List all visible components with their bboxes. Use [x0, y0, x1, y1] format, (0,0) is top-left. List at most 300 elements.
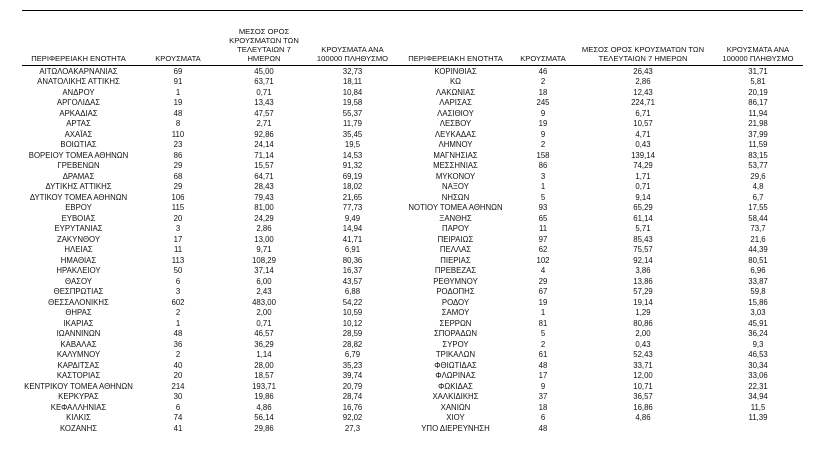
cell-region-left: ΚΑΛΥΜΝΟΥ	[56, 350, 101, 360]
table-row	[22, 129, 803, 140]
cell-cases-right: 3	[540, 171, 546, 181]
cell-per100k-right: 73,7	[750, 224, 766, 234]
cell-per100k-right: 34,94	[748, 392, 768, 402]
cell-cases-left: 1	[175, 318, 181, 328]
cell-per100k-left: 77,73	[342, 203, 363, 213]
cell-avg7-right: 16,86	[633, 402, 653, 412]
cell-per100k-left: 54,22	[342, 297, 363, 307]
cell-per100k-right: 11,39	[748, 413, 768, 423]
cell-cases-right: 4	[540, 266, 546, 276]
cell-region-right: ΡΟΔΟΥ	[441, 297, 470, 307]
cell-avg7-left: 15,57	[254, 161, 274, 171]
cell-avg7-left: 81,00	[254, 203, 274, 213]
table-row	[22, 413, 803, 424]
cell-region-left: ΚΕΡΚΥΡΑΣ	[58, 392, 99, 402]
cell-per100k-left: 28,74	[342, 392, 363, 402]
cell-cases-left: 29	[173, 161, 183, 171]
cell-per100k-left: 35,45	[342, 129, 363, 139]
cell-per100k-left: 6,88	[344, 287, 361, 297]
cell-region-right: ΠΕΛΛΑΣ	[439, 245, 472, 255]
cell-region-left: ΚΟΖΑΝΗΣ	[59, 423, 98, 433]
table-row	[22, 308, 803, 319]
cell-avg7-left: 4,86	[256, 402, 272, 412]
cell-region-left: ΚΑΒΑΛΑΣ	[60, 339, 97, 349]
cell-per100k-left: 10,84	[342, 87, 363, 97]
cell-per100k-left: 69,19	[342, 171, 363, 181]
cell-per100k-left: 39,74	[342, 371, 363, 381]
cell-region-left: ΚΕΦΑΛΛΗΝΙΑΣ	[50, 402, 107, 412]
cell-per100k-right: 33,06	[748, 371, 768, 381]
table-row	[22, 339, 803, 350]
cell-per100k-right: 80,51	[748, 255, 768, 265]
cell-per100k-left: 21,65	[342, 192, 363, 202]
cell-avg7-right: 12,00	[633, 371, 653, 381]
cell-avg7-left: 24,14	[254, 140, 274, 150]
cell-per100k-right: 36,24	[748, 329, 768, 339]
cell-per100k-right: 6,7	[752, 192, 764, 202]
cell-region-right: ΜΕΣΣΗΝΙΑΣ	[433, 161, 478, 171]
cell-per100k-left: 18,02	[342, 182, 363, 192]
cell-avg7-right: 10,71	[633, 381, 653, 391]
cell-per100k-right: 11,59	[748, 140, 768, 150]
cell-region-left: ΑΝΔΡΟΥ	[62, 87, 95, 97]
cell-cases-right: 46	[538, 66, 548, 76]
cell-per100k-right: 5,81	[750, 77, 766, 87]
cell-region-left: ΙΩΑΝΝΙΝΩΝ	[56, 329, 101, 339]
cell-avg7-left: 6,00	[256, 276, 272, 286]
cell-cases-right: 65	[538, 213, 548, 223]
cell-region-right: ΣΕΡΡΩΝ	[439, 318, 472, 328]
cell-cases-left: 36	[173, 339, 183, 349]
cell-region-right: ΠΕΙΡΑΙΩΣ	[437, 234, 474, 244]
cell-region-right: ΛΑΣΙΘΙΟΥ	[437, 108, 474, 118]
cell-avg7-right: 57,29	[633, 287, 653, 297]
table-row	[22, 77, 803, 88]
cell-cases-left: 110	[171, 129, 185, 139]
cell-cases-left: 106	[171, 192, 185, 202]
cell-cases-right: 67	[538, 287, 548, 297]
cell-per100k-right: 29,6	[750, 171, 766, 181]
cell-per100k-left: 6,79	[344, 350, 361, 360]
cell-region-left: ΘΕΣΣΑΛΟΝΙΚΗΣ	[48, 297, 109, 307]
header-per100k-left: ΚΡΟΥΣΜΑΤΑ ΑΝΑ 100000 ΠΛΗΘΥΣΜΟ	[316, 45, 389, 64]
table-row	[22, 245, 803, 256]
table-body	[22, 66, 803, 434]
cell-cases-left: 8	[175, 119, 181, 129]
cell-avg7-left: 0,71	[256, 318, 272, 328]
cell-avg7-right: 74,29	[633, 161, 653, 171]
cell-per100k-right: 11,5	[750, 402, 766, 412]
table-row	[22, 203, 803, 214]
cell-cases-left: 6	[175, 402, 181, 412]
cell-avg7-right: 13,86	[633, 276, 653, 286]
cell-avg7-right: 5,71	[635, 224, 651, 234]
table-row	[22, 329, 803, 340]
cell-cases-right: 2	[540, 77, 546, 87]
cell-cases-left: 3	[175, 224, 181, 234]
cell-region-left: ΚΑΡΔΙΤΣΑΣ	[57, 360, 100, 370]
cell-cases-right: 5	[540, 192, 546, 202]
cell-region-left: ΔΥΤΙΚΗΣ ΑΤΤΙΚΗΣ	[45, 182, 112, 192]
cell-per100k-right: 59,8	[750, 287, 766, 297]
cell-cases-right: 1	[540, 182, 546, 192]
cell-cases-right: 2	[540, 140, 546, 150]
cell-cases-right: 19	[538, 119, 548, 129]
cell-cases-right: 97	[538, 234, 548, 244]
cell-avg7-right: 75,57	[633, 245, 653, 255]
cell-cases-right: 61	[538, 350, 548, 360]
cell-per100k-right: 20,19	[748, 87, 768, 97]
header-cases-right: ΚΡΟΥΣΜΑΤΑ	[520, 54, 566, 64]
cell-cases-left: 48	[173, 329, 183, 339]
cell-region-right: ΛΗΜΝΟΥ	[438, 140, 473, 150]
cell-region-right: ΣΠΟΡΑΔΩΝ	[433, 329, 477, 339]
cell-avg7-right: 0,71	[635, 182, 651, 192]
table-row	[22, 423, 803, 434]
cell-avg7-left: 9,71	[256, 245, 272, 255]
cell-cases-left: 68	[173, 171, 183, 181]
cell-avg7-left: 24,29	[254, 213, 274, 223]
cell-cases-right: 158	[536, 150, 550, 160]
cell-region-left: ΖΑΚΥΝΘΟΥ	[56, 234, 101, 244]
cell-per100k-right: 37,99	[748, 129, 768, 139]
cell-per100k-right: 15,86	[748, 297, 768, 307]
cell-cases-right: 62	[538, 245, 548, 255]
table-row	[22, 192, 803, 203]
cell-region-right: ΤΡΙΚΑΛΩΝ	[435, 350, 476, 360]
cell-avg7-right: 6,71	[635, 108, 651, 118]
table-row	[22, 98, 803, 109]
cell-avg7-left: 71,14	[254, 150, 274, 160]
cell-cases-right: 18	[538, 402, 548, 412]
cell-per100k-left: 80,36	[342, 255, 363, 265]
cell-avg7-right: 224,71	[631, 98, 655, 108]
cell-per100k-right: 21,6	[750, 234, 766, 244]
table-row	[22, 371, 803, 382]
cell-region-left: ΑΝΑΤΟΛΙΚΗΣ ΑΤΤΙΚΗΣ	[37, 77, 120, 87]
cell-cases-left: 19	[173, 98, 183, 108]
cell-region-left: ΔΥΤΙΚΟΥ ΤΟΜΕΑ ΑΘΗΝΩΝ	[29, 192, 128, 202]
cell-cases-right: 19	[538, 297, 548, 307]
cell-region-left: ΘΗΡΑΣ	[65, 308, 92, 318]
cell-cases-left: 48	[173, 108, 183, 118]
cell-region-left: ΑΙΤΩΛΟΑΚΑΡΝΑΝΙΑΣ	[39, 66, 118, 76]
cell-region-right: ΥΠΟ ΔΙΕΡΕΥΝΗΣΗ	[421, 423, 490, 433]
cell-per100k-right: 9,3	[752, 339, 764, 349]
cell-region-right: ΦΘΙΩΤΙΔΑΣ	[434, 360, 477, 370]
cell-avg7-right: 2,00	[635, 329, 651, 339]
cell-region-right: ΠΑΡΟΥ	[441, 224, 470, 234]
cell-per100k-left: 10,59	[342, 308, 363, 318]
cell-region-right: ΝΗΣΩΝ	[441, 192, 470, 202]
header-region-right: ΠΕΡΙΦΕΡΕΙΑΚΗ ΕΝΟΤΗΤΑ	[408, 54, 503, 64]
header-cases-left: ΚΡΟΥΣΜΑΤΑ	[155, 54, 201, 64]
cell-cases-right: 245	[536, 98, 550, 108]
cell-avg7-right: 4,86	[635, 413, 651, 423]
cell-avg7-left: 18,57	[254, 371, 274, 381]
cell-avg7-left: 28,00	[254, 360, 274, 370]
cell-cases-left: 17	[173, 234, 183, 244]
cell-avg7-left: 19,86	[254, 392, 274, 402]
cell-per100k-left: 14,94	[342, 224, 363, 234]
cell-avg7-left: 2,43	[256, 287, 272, 297]
cell-avg7-left: 45,00	[254, 66, 274, 76]
cell-cases-right: 5	[540, 329, 546, 339]
cell-per100k-left: 18,11	[343, 77, 362, 87]
cell-region-left: ΘΑΣΟΥ	[65, 276, 92, 286]
cell-avg7-left: 46,57	[254, 329, 274, 339]
cell-avg7-left: 108,29	[252, 255, 276, 265]
cell-region-right: ΛΕΣΒΟΥ	[439, 119, 472, 129]
table-row	[22, 224, 803, 235]
cell-region-right: ΝΑΞΟΥ	[442, 182, 469, 192]
cell-cases-right: 1	[540, 308, 546, 318]
cell-per100k-right: 17,55	[748, 203, 768, 213]
cell-avg7-right: 12,43	[633, 87, 653, 97]
cell-avg7-right: 0,43	[635, 339, 651, 349]
cell-avg7-left: 37,14	[254, 266, 274, 276]
cell-avg7-left: 79,43	[254, 192, 274, 202]
cell-per100k-right: 46,53	[748, 350, 768, 360]
cell-cases-right: 6	[540, 413, 546, 423]
cell-avg7-left: 483,00	[252, 297, 276, 307]
table-row	[22, 318, 803, 329]
cell-avg7-right: 3,86	[635, 266, 651, 276]
cell-region-right: ΠΡΕΒΕΖΑΣ	[434, 266, 477, 276]
cell-per100k-right: 30,34	[748, 360, 768, 370]
cell-region-right: ΜΥΚΟΝΟΥ	[435, 171, 476, 181]
table-row	[22, 161, 803, 172]
header-region-left: ΠΕΡΙΦΕΡΕΙΑΚΗ ΕΝΟΤΗΤΑ	[31, 54, 126, 64]
cell-per100k-left: 9,49	[344, 213, 361, 223]
cell-per100k-right: 86,17	[748, 98, 768, 108]
cell-per100k-right: 31,71	[748, 66, 768, 76]
cell-per100k-right: 22,31	[748, 381, 768, 391]
cell-cases-left: 23	[173, 140, 183, 150]
cell-avg7-left: 28,43	[254, 182, 274, 192]
cell-cases-left: 1	[175, 87, 181, 97]
cell-cases-left: 50	[173, 266, 183, 276]
cell-cases-right: 17	[538, 371, 548, 381]
cell-avg7-right: 2,86	[635, 77, 651, 87]
cell-per100k-right: 4,8	[752, 182, 764, 192]
cell-per100k-right: 58,44	[748, 213, 768, 223]
cell-region-right: ΞΑΝΘΗΣ	[439, 213, 472, 223]
table-row	[22, 171, 803, 182]
cell-region-left: ΒΟΙΩΤΙΑΣ	[60, 140, 97, 150]
cell-cases-right: 9	[540, 108, 546, 118]
cell-cases-left: 74	[173, 413, 183, 423]
cell-region-left: ΚΙΛΚΙΣ	[66, 413, 91, 423]
cell-avg7-right: 36,57	[633, 392, 653, 402]
cell-per100k-left: 28,82	[342, 339, 363, 349]
cell-avg7-left: 29,86	[254, 423, 274, 433]
table-header-row	[22, 27, 803, 66]
cell-cases-right: 29	[538, 276, 548, 286]
cell-region-right: ΡΟΔΟΠΗΣ	[436, 287, 475, 297]
cell-per100k-right: 33,87	[748, 276, 768, 286]
table-row	[22, 255, 803, 266]
top-rule	[22, 10, 803, 11]
cell-cases-right: 18	[538, 87, 548, 97]
cell-cases-right: 102	[536, 255, 550, 265]
cell-avg7-right: 9,14	[635, 192, 651, 202]
cell-region-right: ΠΙΕΡΙΑΣ	[440, 255, 471, 265]
cell-cases-right: 48	[538, 423, 548, 433]
cell-region-left: ΑΡΓΟΛΙΔΑΣ	[56, 98, 101, 108]
cell-avg7-right	[573, 423, 713, 434]
cell-avg7-right: 1,29	[635, 308, 651, 318]
cell-region-right: ΛΕΥΚΑΔΑΣ	[434, 129, 477, 139]
table-row	[22, 150, 803, 161]
cell-region-left: ΕΥΒΟΙΑΣ	[61, 213, 96, 223]
cell-region-left: ΘΕΣΠΡΩΤΙΑΣ	[53, 287, 104, 297]
cell-avg7-left: 63,71	[254, 77, 274, 87]
cell-cases-left: 69	[173, 66, 183, 76]
table-row	[22, 381, 803, 392]
header-avg7-left: ΜΕΣΟΣ ΟΡΟΣ ΚΡΟΥΣΜΑΤΩΝ ΤΩΝ ΤΕΛΕΥΤΑΙΩΝ 7 ΗΜΕΡΩΝ	[229, 27, 299, 64]
cell-per100k-left: 55,37	[342, 108, 363, 118]
cell-cases-right: 2	[540, 339, 546, 349]
table-row	[22, 108, 803, 119]
cell-cases-left: 29	[173, 182, 183, 192]
cell-avg7-left: 56,14	[254, 413, 274, 423]
cell-cases-right: 48	[538, 360, 548, 370]
cell-per100k-left: 11,79	[343, 119, 362, 129]
cell-region-right: ΧΑΝΙΩΝ	[440, 402, 471, 412]
cell-region-left: ΗΜΑΘΙΑΣ	[60, 255, 97, 265]
table-row	[22, 119, 803, 130]
cell-per100k-left: 41,71	[342, 234, 363, 244]
cell-per100k-right: 45,91	[748, 318, 768, 328]
cell-cases-left: 2	[175, 308, 181, 318]
cell-cases-left: 602	[171, 297, 185, 307]
cell-avg7-left: 2,71	[256, 119, 272, 129]
cell-cases-right: 93	[538, 203, 548, 213]
table-row	[22, 276, 803, 287]
cell-region-left: ΑΡΚΑΔΙΑΣ	[59, 108, 98, 118]
cell-avg7-left: 13,00	[254, 234, 274, 244]
cell-region-right: ΚΟΡΙΝΘΙΑΣ	[434, 66, 477, 76]
cell-avg7-right: 52,43	[633, 350, 653, 360]
table-row	[22, 402, 803, 413]
cell-region-right: ΧΑΛΚΙΔΙΚΗΣ	[432, 392, 479, 402]
table-row	[22, 392, 803, 403]
cell-cases-left: 113	[171, 255, 185, 265]
cell-region-right: ΦΛΩΡΙΝΑΣ	[435, 371, 476, 381]
cell-region-left: ΑΧΑΪΑΣ	[64, 129, 93, 139]
cell-per100k-left: 32,73	[342, 66, 363, 76]
cell-per100k-left: 35,23	[342, 360, 363, 370]
cell-per100k-right: 21,98	[748, 119, 768, 129]
cell-region-left: ΒΟΡΕΙΟΥ ΤΟΜΕΑ ΑΘΗΝΩΝ	[28, 150, 129, 160]
cell-avg7-right: 92,14	[633, 255, 653, 265]
cell-cases-left: 30	[173, 392, 183, 402]
cell-cases-left: 115	[171, 203, 185, 213]
cell-cases-left: 40	[173, 360, 183, 370]
cell-per100k-right	[713, 423, 803, 434]
header-avg7-right: ΜΕΣΟΣ ΟΡΟΣ ΚΡΟΥΣΜΑΤΩΝ ΤΩΝ ΤΕΛΕΥΤΑΙΩΝ 7 ΗΜΕΡΩΝ	[581, 45, 705, 64]
cell-avg7-right: 19,14	[633, 297, 653, 307]
cell-cases-left: 91	[173, 77, 183, 87]
cell-region-right: ΛΑΡΙΣΑΣ	[439, 98, 472, 108]
cell-avg7-left: 36,29	[254, 339, 274, 349]
cases-table	[22, 27, 803, 434]
cell-avg7-left: 1,14	[256, 350, 272, 360]
table-row	[22, 140, 803, 151]
cell-cases-left: 20	[173, 371, 183, 381]
cell-avg7-right: 26,43	[633, 66, 653, 76]
cell-avg7-left: 92,86	[254, 129, 274, 139]
cell-avg7-right: 61,14	[633, 213, 653, 223]
table-row	[22, 234, 803, 245]
cell-region-left: ΚΕΝΤΡΙΚΟΥ ΤΟΜΕΑ ΑΘΗΝΩΝ	[24, 381, 133, 391]
cell-per100k-left: 27,3	[344, 423, 361, 433]
cell-cases-left: 41	[173, 423, 183, 433]
cell-region-left: ΔΡΑΜΑΣ	[62, 171, 95, 181]
table-row	[22, 287, 803, 298]
cell-avg7-right: 1,71	[635, 171, 651, 181]
cell-per100k-right: 83,15	[748, 150, 768, 160]
table-row	[22, 350, 803, 361]
cell-region-left: ΓΡΕΒΕΝΩΝ	[57, 161, 100, 171]
cell-cases-right: 37	[538, 392, 548, 402]
cell-avg7-left: 64,71	[254, 171, 274, 181]
table-row	[22, 87, 803, 98]
cell-cases-right: 81	[538, 318, 548, 328]
cell-cases-left: 2	[175, 350, 181, 360]
cell-per100k-right: 3,03	[750, 308, 766, 318]
cell-avg7-right: 33,71	[633, 360, 653, 370]
cell-avg7-right: 10,57	[633, 119, 653, 129]
cell-per100k-right: 6,96	[750, 266, 766, 276]
cell-per100k-left: 92,02	[342, 413, 363, 423]
cell-per100k-left: 28,59	[342, 329, 363, 339]
cell-region-left: ΚΑΣΤΟΡΙΑΣ	[56, 371, 101, 381]
cell-per100k-left: 6,91	[344, 245, 361, 255]
cell-per100k-left: 19,58	[342, 98, 363, 108]
cell-region-left: ΕΥΡΥΤΑΝΙΑΣ	[54, 224, 103, 234]
cell-per100k-left: 16,76	[342, 402, 363, 412]
cell-avg7-right: 80,86	[633, 318, 653, 328]
cell-region-right: ΛΑΚΩΝΙΑΣ	[435, 87, 476, 97]
cell-per100k-left: 16,37	[342, 266, 363, 276]
cell-region-right: ΧΙΟΥ	[446, 413, 465, 423]
cell-avg7-right: 85,43	[633, 234, 653, 244]
cell-cases-left: 11	[173, 245, 183, 255]
cell-avg7-right: 4,71	[635, 129, 651, 139]
cell-cases-left: 3	[175, 287, 181, 297]
cell-region-right: ΚΩ	[449, 77, 462, 87]
cell-avg7-left: 2,00	[256, 308, 272, 318]
cell-per100k-right: 44,39	[748, 245, 768, 255]
cell-region-left: ΕΒΡΟΥ	[65, 203, 92, 213]
cell-avg7-left: 47,57	[254, 108, 274, 118]
cell-per100k-left: 91,32	[342, 161, 363, 171]
cell-cases-right: 9	[540, 129, 546, 139]
cell-region-right: ΡΕΘΥΜΝΟΥ	[433, 276, 478, 286]
cell-avg7-left: 193,71	[252, 381, 276, 391]
cell-per100k-left: 19,5	[344, 140, 361, 150]
table-row	[22, 266, 803, 277]
cell-per100k-right: 53,77	[748, 161, 768, 171]
cell-cases-left: 20	[173, 213, 183, 223]
cell-cases-right: 9	[540, 381, 546, 391]
table-row	[22, 182, 803, 193]
cell-per100k-left: 43,57	[342, 276, 363, 286]
cell-region-right: ΦΩΚΙΔΑΣ	[438, 381, 473, 391]
cell-cases-right: 86	[538, 161, 548, 171]
